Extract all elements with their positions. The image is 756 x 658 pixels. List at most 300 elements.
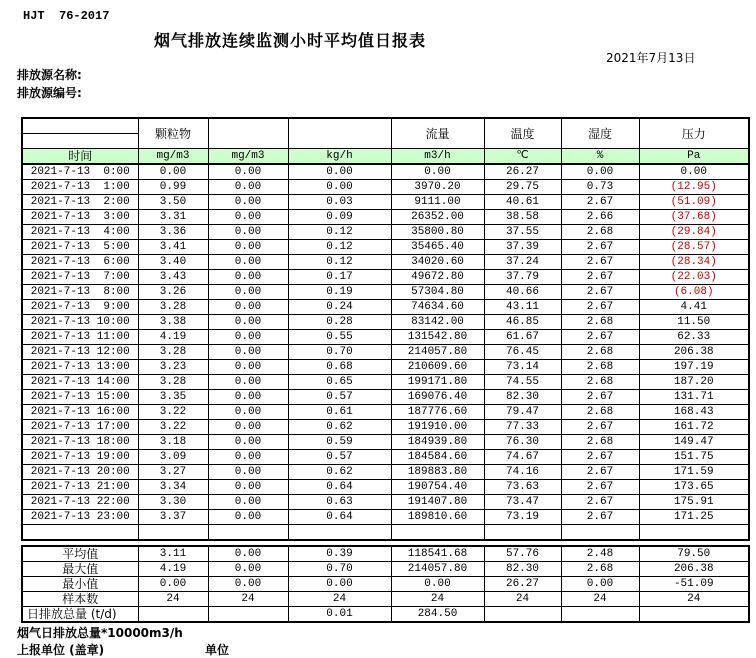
row-label-cell: 2021-7-13 4:00 xyxy=(22,225,138,240)
value-cell: 0.00 xyxy=(208,360,288,375)
value-cell: 191910.00 xyxy=(391,420,484,435)
table-row xyxy=(22,435,749,450)
value-cell: 0.17 xyxy=(288,270,391,285)
value-cell: 46.85 xyxy=(484,315,561,330)
value-cell: 169076.40 xyxy=(391,390,484,405)
row-label-cell: 2021-7-13 11:00 xyxy=(22,330,138,345)
value-cell: 0.57 xyxy=(288,450,391,465)
value-cell: 3.23 xyxy=(138,360,208,375)
table-row xyxy=(22,285,749,300)
value-cell: 2.67 xyxy=(561,465,639,480)
row-label-cell: 2021-7-13 10:00 xyxy=(22,315,138,330)
value-cell: 168.43 xyxy=(639,405,749,420)
group-header-humidity: 湿度 xyxy=(561,118,639,149)
row-label-cell: 2021-7-13 22:00 xyxy=(22,495,138,510)
value-cell: 184939.80 xyxy=(391,435,484,450)
unit-label: 单位 xyxy=(205,643,230,657)
value-cell: 3.43 xyxy=(138,270,208,285)
value-cell: 0.70 xyxy=(288,345,391,360)
value-cell: 0.39 xyxy=(288,546,391,562)
value-cell: 0.00 xyxy=(391,164,484,180)
value-cell: 131.71 xyxy=(639,390,749,405)
value-cell: 206.38 xyxy=(639,345,749,360)
value-cell: 189883.80 xyxy=(391,465,484,480)
value-cell: 0.00 xyxy=(639,164,749,180)
table-row xyxy=(22,345,749,360)
value-cell: 0.00 xyxy=(391,577,484,592)
value-cell: 11.50 xyxy=(639,315,749,330)
hourly-rows xyxy=(22,164,749,540)
value-cell: 3.27 xyxy=(138,465,208,480)
row-label-cell: 样本数 xyxy=(22,592,138,607)
value-cell: 24 xyxy=(138,592,208,607)
value-cell: 24 xyxy=(561,592,639,607)
flow-total-note: 烟气日排放总量*10000m3/h xyxy=(17,626,183,640)
unit-pa: Pa xyxy=(639,149,749,165)
value-cell: 24 xyxy=(288,592,391,607)
empty-cell xyxy=(484,525,561,541)
value-cell: 0.70 xyxy=(288,562,391,577)
row-label-cell: 2021-7-13 21:00 xyxy=(22,480,138,495)
value-cell: 284.50 xyxy=(391,607,484,623)
row-label-cell: 2021-7-13 13:00 xyxy=(22,360,138,375)
value-cell: 0.00 xyxy=(208,480,288,495)
row-label-cell: 2021-7-13 5:00 xyxy=(22,240,138,255)
row-label-cell: 2021-7-13 23:00 xyxy=(22,510,138,525)
value-cell: 37.55 xyxy=(484,225,561,240)
value-cell: 0.62 xyxy=(288,420,391,435)
table-row xyxy=(22,592,749,607)
row-label-cell: 2021-7-13 1:00 xyxy=(22,180,138,195)
table-row xyxy=(22,510,749,525)
value-cell: 2.67 xyxy=(561,240,639,255)
value-cell: 2.68 xyxy=(561,315,639,330)
value-cell: 187.20 xyxy=(639,375,749,390)
value-cell: (28.34) xyxy=(639,255,749,270)
empty-cell xyxy=(561,525,639,541)
value-cell xyxy=(208,607,288,623)
source-code-label: 排放源编号: xyxy=(17,86,82,100)
row-label-cell: 2021-7-13 18:00 xyxy=(22,435,138,450)
value-cell: 73.63 xyxy=(484,480,561,495)
value-cell: 77.33 xyxy=(484,420,561,435)
value-cell: 2.68 xyxy=(561,345,639,360)
value-cell: 37.79 xyxy=(484,270,561,285)
row-label-cell: 2021-7-13 7:00 xyxy=(22,270,138,285)
value-cell: 0.00 xyxy=(208,465,288,480)
value-cell: 0.12 xyxy=(288,255,391,270)
row-label-cell: 2021-7-13 20:00 xyxy=(22,465,138,480)
value-cell: 34020.60 xyxy=(391,255,484,270)
value-cell: 4.19 xyxy=(138,562,208,577)
value-cell: 0.00 xyxy=(288,164,391,180)
empty-cell xyxy=(22,525,138,541)
value-cell: (28.57) xyxy=(639,240,749,255)
value-cell: 0.57 xyxy=(288,390,391,405)
value-cell: -51.09 xyxy=(639,577,749,592)
value-cell: 0.64 xyxy=(288,480,391,495)
value-cell: 0.00 xyxy=(561,164,639,180)
value-cell: 0.12 xyxy=(288,225,391,240)
value-cell: 0.00 xyxy=(208,315,288,330)
value-cell: 0.00 xyxy=(208,562,288,577)
value-cell: 173.65 xyxy=(639,480,749,495)
value-cell: 0.00 xyxy=(208,210,288,225)
value-cell: 2.67 xyxy=(561,495,639,510)
hourly-table-header xyxy=(22,118,749,164)
value-cell: 74634.60 xyxy=(391,300,484,315)
group-header-pressure: 压力 xyxy=(639,118,749,149)
value-cell: 2.67 xyxy=(561,300,639,315)
value-cell: 0.55 xyxy=(288,330,391,345)
value-cell: 3.28 xyxy=(138,345,208,360)
value-cell: 2.67 xyxy=(561,510,639,525)
value-cell: 0.00 xyxy=(208,180,288,195)
value-cell: 3.28 xyxy=(138,300,208,315)
value-cell: 0.00 xyxy=(288,180,391,195)
value-cell: 40.61 xyxy=(484,195,561,210)
value-cell: 199171.80 xyxy=(391,375,484,390)
summary-rows xyxy=(22,546,749,622)
row-label-cell: 2021-7-13 14:00 xyxy=(22,375,138,390)
value-cell: 40.66 xyxy=(484,285,561,300)
value-cell: 0.62 xyxy=(288,465,391,480)
value-cell: 0.00 xyxy=(138,164,208,180)
row-label-cell: 2021-7-13 9:00 xyxy=(22,300,138,315)
table-row xyxy=(22,195,749,210)
row-label-cell: 日排放总量 (t/d) xyxy=(22,607,138,623)
value-cell: 0.00 xyxy=(208,285,288,300)
value-cell: 191407.80 xyxy=(391,495,484,510)
summary-table xyxy=(21,545,750,623)
table-row xyxy=(22,562,749,577)
value-cell: 3.50 xyxy=(138,195,208,210)
value-cell: 0.00 xyxy=(208,420,288,435)
value-cell: 3.41 xyxy=(138,240,208,255)
table-row xyxy=(22,465,749,480)
value-cell: 0.00 xyxy=(138,577,208,592)
value-cell: (6.08) xyxy=(639,285,749,300)
table-row xyxy=(22,210,749,225)
standard-code: HJT 76-2017 xyxy=(23,9,110,23)
table-row xyxy=(22,270,749,285)
value-cell: 0.00 xyxy=(208,345,288,360)
value-cell: 0.99 xyxy=(138,180,208,195)
value-cell: 0.00 xyxy=(208,270,288,285)
row-label-cell: 最大值 xyxy=(22,562,138,577)
value-cell: 0.00 xyxy=(208,390,288,405)
value-cell: 0.19 xyxy=(288,285,391,300)
table-row xyxy=(22,577,749,592)
value-cell: 3.40 xyxy=(138,255,208,270)
unit-percent: % xyxy=(561,149,639,165)
value-cell: 73.14 xyxy=(484,360,561,375)
value-cell: 189810.60 xyxy=(391,510,484,525)
unit-header-row xyxy=(22,149,749,165)
value-cell: 0.00 xyxy=(288,577,391,592)
value-cell: 2.67 xyxy=(561,480,639,495)
value-cell: 0.28 xyxy=(288,315,391,330)
value-cell: 76.45 xyxy=(484,345,561,360)
value-cell xyxy=(639,607,749,623)
row-label-cell: 2021-7-13 8:00 xyxy=(22,285,138,300)
value-cell: 0.61 xyxy=(288,405,391,420)
value-cell: 57304.80 xyxy=(391,285,484,300)
value-cell: 74.67 xyxy=(484,450,561,465)
unit-m3h: m3/h xyxy=(391,149,484,165)
value-cell: 3.09 xyxy=(138,450,208,465)
value-cell: 0.00 xyxy=(208,164,288,180)
value-cell: 3.26 xyxy=(138,285,208,300)
value-cell: 3.22 xyxy=(138,405,208,420)
group-header-blank-1 xyxy=(208,118,288,149)
value-cell: 62.33 xyxy=(639,330,749,345)
table-row xyxy=(22,225,749,240)
value-cell: 0.00 xyxy=(208,450,288,465)
value-cell xyxy=(484,607,561,623)
value-cell: 3.22 xyxy=(138,420,208,435)
value-cell: 57.76 xyxy=(484,546,561,562)
value-cell: 0.24 xyxy=(288,300,391,315)
value-cell: (29.84) xyxy=(639,225,749,240)
value-cell: (51.09) xyxy=(639,195,749,210)
table-row xyxy=(22,360,749,375)
source-name-label: 排放源名称: xyxy=(17,68,82,82)
value-cell: 175.91 xyxy=(639,495,749,510)
value-cell: 0.00 xyxy=(208,225,288,240)
value-cell: 24 xyxy=(484,592,561,607)
value-cell: 171.59 xyxy=(639,465,749,480)
row-label-cell: 平均值 xyxy=(22,546,138,562)
table-row xyxy=(22,495,749,510)
table-row xyxy=(22,607,749,623)
value-cell: 187776.60 xyxy=(391,405,484,420)
row-label-cell: 2021-7-13 3:00 xyxy=(22,210,138,225)
table-row xyxy=(22,390,749,405)
unit-celsius: ℃ xyxy=(484,149,561,165)
value-cell: 2.67 xyxy=(561,420,639,435)
value-cell: 2.67 xyxy=(561,270,639,285)
value-cell: 0.00 xyxy=(208,435,288,450)
group-header-flow: 流量 xyxy=(391,118,484,149)
value-cell: 3.34 xyxy=(138,480,208,495)
unit-pm: mg/m3 xyxy=(138,149,208,165)
value-cell: 0.68 xyxy=(288,360,391,375)
value-cell: 0.00 xyxy=(208,375,288,390)
row-label-cell: 2021-7-13 2:00 xyxy=(22,195,138,210)
value-cell: 2.67 xyxy=(561,450,639,465)
value-cell: 74.16 xyxy=(484,465,561,480)
value-cell: 214057.80 xyxy=(391,562,484,577)
value-cell xyxy=(138,607,208,623)
value-cell: 2.67 xyxy=(561,390,639,405)
table-row xyxy=(22,546,749,562)
empty-cell xyxy=(138,525,208,541)
value-cell: 0.00 xyxy=(208,255,288,270)
value-cell: 0.73 xyxy=(561,180,639,195)
value-cell: 24 xyxy=(639,592,749,607)
value-cell: 3.37 xyxy=(138,510,208,525)
empty-cell xyxy=(391,525,484,541)
empty-row xyxy=(22,525,749,541)
value-cell: 2.67 xyxy=(561,255,639,270)
value-cell: 43.11 xyxy=(484,300,561,315)
value-cell: 0.00 xyxy=(208,405,288,420)
value-cell: 35465.40 xyxy=(391,240,484,255)
value-cell: 3.36 xyxy=(138,225,208,240)
value-cell: 0.00 xyxy=(208,240,288,255)
value-cell: 0.00 xyxy=(208,510,288,525)
value-cell: 73.47 xyxy=(484,495,561,510)
unit-mgm3: mg/m3 xyxy=(208,149,288,165)
value-cell: 0.00 xyxy=(561,577,639,592)
value-cell: 74.55 xyxy=(484,375,561,390)
value-cell: 4.41 xyxy=(639,300,749,315)
row-label-cell: 最小值 xyxy=(22,577,138,592)
table-row xyxy=(22,315,749,330)
value-cell: 37.24 xyxy=(484,255,561,270)
value-cell: 61.67 xyxy=(484,330,561,345)
value-cell: 0.00 xyxy=(208,195,288,210)
row-label-cell: 2021-7-13 16:00 xyxy=(22,405,138,420)
value-cell: 26.27 xyxy=(484,164,561,180)
table-row xyxy=(22,330,749,345)
value-cell: 0.64 xyxy=(288,510,391,525)
value-cell: 83142.00 xyxy=(391,315,484,330)
row-label-cell: 2021-7-13 0:00 xyxy=(22,164,138,180)
value-cell: 0.01 xyxy=(288,607,391,623)
empty-cell xyxy=(208,525,288,541)
table-row xyxy=(22,420,749,435)
table-row xyxy=(22,240,749,255)
value-cell: 24 xyxy=(391,592,484,607)
value-cell: 0.00 xyxy=(208,577,288,592)
row-label-cell: 2021-7-13 17:00 xyxy=(22,420,138,435)
value-cell: 38.58 xyxy=(484,210,561,225)
unit-kgh: kg/h xyxy=(288,149,391,165)
report-date: 2021年7月13日 xyxy=(606,51,696,65)
value-cell: 49672.80 xyxy=(391,270,484,285)
value-cell: 79.50 xyxy=(639,546,749,562)
group-header-blank-2 xyxy=(288,118,391,149)
value-cell: (37.68) xyxy=(639,210,749,225)
row-label-cell: 2021-7-13 15:00 xyxy=(22,390,138,405)
value-cell: 214057.80 xyxy=(391,345,484,360)
table-row xyxy=(22,255,749,270)
table-row xyxy=(22,375,749,390)
value-cell: 3.11 xyxy=(138,546,208,562)
value-cell: 82.30 xyxy=(484,562,561,577)
value-cell: 2.68 xyxy=(561,375,639,390)
row-label-cell: 2021-7-13 12:00 xyxy=(22,345,138,360)
value-cell: 2.68 xyxy=(561,225,639,240)
report-unit-label: 上报单位 (盖章) xyxy=(17,643,105,657)
value-cell: 0.00 xyxy=(208,330,288,345)
group-header-temperature: 温度 xyxy=(484,118,561,149)
value-cell: 2.67 xyxy=(561,330,639,345)
value-cell: 82.30 xyxy=(484,390,561,405)
value-cell: 3970.20 xyxy=(391,180,484,195)
value-cell: 2.68 xyxy=(561,405,639,420)
value-cell: 210609.60 xyxy=(391,360,484,375)
value-cell: 35800.80 xyxy=(391,225,484,240)
value-cell: 4.19 xyxy=(138,330,208,345)
time-header: 时间 xyxy=(22,149,138,165)
value-cell: 0.00 xyxy=(208,546,288,562)
value-cell: 184584.60 xyxy=(391,450,484,465)
value-cell: 76.30 xyxy=(484,435,561,450)
value-cell: 24 xyxy=(208,592,288,607)
value-cell: 3.31 xyxy=(138,210,208,225)
group-header-empty-top xyxy=(22,118,138,134)
group-header-row xyxy=(22,118,749,134)
value-cell: 3.38 xyxy=(138,315,208,330)
value-cell: 2.68 xyxy=(561,435,639,450)
page-title: 烟气排放连续监测小时平均值日报表 xyxy=(154,31,427,50)
value-cell: 9111.00 xyxy=(391,195,484,210)
value-cell: 197.19 xyxy=(639,360,749,375)
table-row xyxy=(22,480,749,495)
table-row xyxy=(22,180,749,195)
value-cell: 37.39 xyxy=(484,240,561,255)
value-cell: 26352.00 xyxy=(391,210,484,225)
value-cell: 0.03 xyxy=(288,195,391,210)
value-cell: 2.48 xyxy=(561,546,639,562)
value-cell: 171.25 xyxy=(639,510,749,525)
value-cell: 79.47 xyxy=(484,405,561,420)
table-row xyxy=(22,450,749,465)
value-cell: 0.00 xyxy=(208,300,288,315)
table-row xyxy=(22,164,749,180)
table-row xyxy=(22,405,749,420)
value-cell: 206.38 xyxy=(639,562,749,577)
group-header-empty-bottom xyxy=(22,134,138,149)
value-cell: 2.68 xyxy=(561,562,639,577)
group-header-particulate: 颗粒物 xyxy=(138,118,208,149)
value-cell: 2.66 xyxy=(561,210,639,225)
value-cell: 3.35 xyxy=(138,390,208,405)
row-label-cell: 2021-7-13 6:00 xyxy=(22,255,138,270)
value-cell: 149.47 xyxy=(639,435,749,450)
value-cell: 131542.80 xyxy=(391,330,484,345)
value-cell: 3.18 xyxy=(138,435,208,450)
value-cell: (22.03) xyxy=(639,270,749,285)
value-cell: 161.72 xyxy=(639,420,749,435)
value-cell: (12.95) xyxy=(639,180,749,195)
value-cell: 73.19 xyxy=(484,510,561,525)
value-cell: 3.28 xyxy=(138,375,208,390)
value-cell: 0.12 xyxy=(288,240,391,255)
value-cell: 26.27 xyxy=(484,577,561,592)
value-cell: 0.63 xyxy=(288,495,391,510)
empty-cell xyxy=(639,525,749,541)
value-cell: 2.67 xyxy=(561,285,639,300)
value-cell: 0.00 xyxy=(208,495,288,510)
hourly-table xyxy=(21,117,750,541)
row-label-cell: 2021-7-13 19:00 xyxy=(22,450,138,465)
value-cell xyxy=(561,607,639,623)
value-cell: 151.75 xyxy=(639,450,749,465)
value-cell: 3.30 xyxy=(138,495,208,510)
value-cell: 118541.68 xyxy=(391,546,484,562)
value-cell: 2.67 xyxy=(561,195,639,210)
value-cell: 0.65 xyxy=(288,375,391,390)
value-cell: 29.75 xyxy=(484,180,561,195)
value-cell: 2.68 xyxy=(561,360,639,375)
value-cell: 0.59 xyxy=(288,435,391,450)
empty-cell xyxy=(288,525,391,541)
value-cell: 0.09 xyxy=(288,210,391,225)
